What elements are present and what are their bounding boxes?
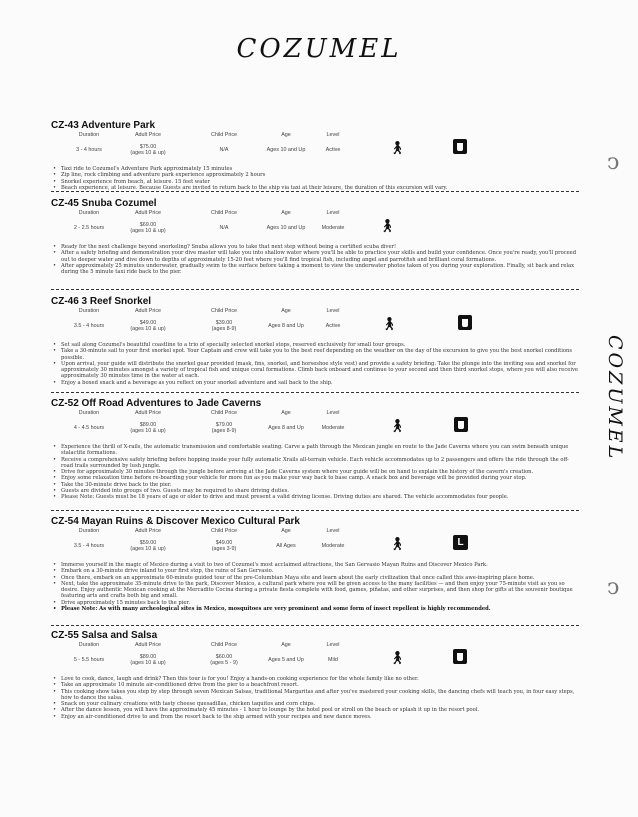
adult-price-header: Adult Price <box>134 528 162 534</box>
child-price-value: N/A <box>219 225 229 231</box>
duration-header: Duration <box>78 132 100 138</box>
section-divider <box>51 392 579 393</box>
duration-header: Duration <box>78 528 100 534</box>
page-title: COZUMEL <box>236 34 402 64</box>
child-price-value: $49.00 <box>215 540 233 546</box>
tour-info-row <box>51 528 579 562</box>
child-price-note: (ages 5 - 9) <box>210 660 238 666</box>
adult-price-header: Adult Price <box>134 308 162 314</box>
level-header: Level <box>326 210 340 216</box>
beverage-cup-icon <box>453 649 467 664</box>
tour-section <box>51 198 579 275</box>
level-header: Level <box>326 410 340 416</box>
age-value: Ages 8 and Up <box>268 323 304 329</box>
list-item: • Drive approximately 15 minutes back to the pier. <box>61 600 579 606</box>
list-item: • Immerse yourself in the magic of Mexico during a visit to two of Cozumel's most acclaimed attractions, the San Gervasio Mayan Ruins and Discover Mexico Park. <box>61 562 579 568</box>
age-value: Ages 10 and Up <box>266 225 306 231</box>
side-label: COZUMEL <box>604 335 626 462</box>
adult-price-header: Adult Price <box>134 410 162 416</box>
tour-section <box>51 120 579 191</box>
child-price-header: Child Price <box>210 132 238 138</box>
adult-price-note: (ages 10 & up) <box>130 150 166 156</box>
level-header: Level <box>326 528 340 534</box>
list-item: • Love to cook, dance, laugh and drink? Then this tour is for you! Enjoy a hands-on cooking experience for the whole family like no other. <box>61 676 579 682</box>
list-item: • After the dance lesson, you will have the approximately 45 minutes - 1 hour to lounge by the hotel pool or stroll on the beach or splash it up in the resort pool. <box>61 707 579 713</box>
child-price-value: $79.00 <box>215 422 233 428</box>
decorative-curl-icon: ↄ <box>607 150 620 175</box>
walking-person-icon: 🚶︎ <box>389 650 406 665</box>
tour-section <box>51 296 579 386</box>
child-price-note: (ages 3-9) <box>211 546 237 552</box>
level-header: Level <box>326 642 340 648</box>
age-header: Age <box>281 410 291 416</box>
age-header: Age <box>281 132 291 138</box>
list-item: • Embark on a 30-minute drive inland to your first stop, the ruins of San Gervasio. <box>61 568 579 574</box>
list-item: • Take the 30-minute drive back to the pier. <box>61 482 579 488</box>
list-item: • This cooking show takes you step by step through seven Mexican Salsas, traditional Margaritas and after you've mastered your cooking skills, the dancing chefs will teach you, in four easy steps, how to dance the salsa. <box>61 689 579 702</box>
age-header: Age <box>281 642 291 648</box>
list-item: • Snorkel experience from beach, at leisure. 15 feet water <box>61 179 579 185</box>
adult-price-value: $59.00 <box>139 540 157 546</box>
adult-price-note: (ages 10 & up) <box>130 428 166 434</box>
adult-price-header: Adult Price <box>134 210 162 216</box>
age-value: Ages 5 and Up <box>268 657 304 663</box>
decorative-curl-icon: ↄ <box>607 575 620 600</box>
age-value: Ages 8 and Up <box>268 425 304 431</box>
level-value: Moderate <box>321 543 345 549</box>
tour-section <box>51 398 579 501</box>
tour-bullets <box>51 342 579 386</box>
duration-value: 3 - 4 hours <box>76 147 102 153</box>
walking-person-icon: 🚶︎ <box>379 218 396 233</box>
list-item: • Take a 30-minute sail to your first snorkel spot. Your Captain and crew will take you to the best reef depending on the weather on the day of the excursion to give you the best snorkel conditions possible. <box>61 348 579 361</box>
walking-person-icon: 🚶︎ <box>389 418 406 433</box>
list-item: • After approximately 25 minutes underwater, gradually swim to the surface before taking a moment to view the underwater photos taken of you during your exploration. Finally, sit back and relax during the 5 minute taxi ride back to the pier. <box>61 263 579 276</box>
section-divider <box>51 289 579 290</box>
level-header: Level <box>326 132 340 138</box>
list-item: • Once there, embark on an approximate 60-minute guided tour of the pre-Columbian Maya site and learn about the early civilization that once called this awe-inspiring place home. <box>61 575 579 581</box>
tour-bullets <box>51 676 579 720</box>
adult-price-value: $89.00 <box>139 422 157 428</box>
tour-section <box>51 516 579 612</box>
age-value: All Ages <box>276 543 296 549</box>
child-price-header: Child Price <box>210 308 238 314</box>
adult-price-header: Adult Price <box>134 642 162 648</box>
list-item: • Snack on your culinary creations with tasty cheese quesadillas, chicken taquitos and corn chips. <box>61 701 579 707</box>
tour-bullets <box>51 166 579 191</box>
list-item: • Upon arrival, your guide will distribute the snorkel gear provided (mask, fins, snorkel, and horseshoe style vest) and provide a safety briefing. Take the plunge into the inviting sea and snorkel for approximately 30 minutes amongst a variety of tropical fish and unique coral formations. Climb back onboard and continue to your second and then third snorkel stops, where you will also receive approximately 30 minutes time in the water at each. <box>61 361 579 380</box>
child-price-value: $60.00 <box>215 654 233 660</box>
list-item: • Enjoy a boxed snack and a beverage as you reflect on your snorkel adventure and sail back to the ship. <box>61 380 579 386</box>
tour-bullets <box>51 444 579 501</box>
adult-price-value: $89.00 <box>139 654 157 660</box>
lunch-icon: L <box>453 535 468 550</box>
tour-section <box>51 630 579 720</box>
list-item: • Next, take the approximate 35-minute drive to the park, Discover Mexico, a cultural park where you will be given access to the many facilities — and then enjoy your 75-minute visit as you so desire. Enjoy authentic Mexican cooking at the Mercadito Cocina during a private fiesta complete with food, games, piñatas, and other surprises, and then shop for gifts at the souvenir boutique featuring arts and crafts both big and small. <box>61 581 579 600</box>
list-item: • Taxi ride to Cozumel's Adventure Park approximately 15 minutes <box>61 166 579 172</box>
list-item: • Receive a comprehensive safety briefing before hopping inside your fully automatic Xrails all-terrain vehicle. Each vehicle accommodates up to 2 passengers and offers the ride through the off-road trails surrounded by lush jungle. <box>61 457 579 470</box>
tour-title: CZ-45 Snuba Cozumel <box>51 198 157 209</box>
tour-bullets <box>51 244 579 275</box>
duration-header: Duration <box>78 410 100 416</box>
adult-price-value: $49.00 <box>139 320 157 326</box>
age-header: Age <box>281 210 291 216</box>
beverage-cup-icon <box>458 315 472 330</box>
duration-header: Duration <box>78 308 100 314</box>
child-price-header: Child Price <box>210 410 238 416</box>
child-price-value: N/A <box>219 147 229 153</box>
list-item: • Set sail along Cozumel's beautiful coastline to a trio of specially selected snorkel stops, reserved exclusively for small tour groups. <box>61 342 579 348</box>
adult-price-header: Adult Price <box>134 132 162 138</box>
duration-value: 3.5 - 4 hours <box>73 323 105 329</box>
list-item: • Beach experience, at leisure. Because Guests are invited to return back to the ship via taxi at their leisure, the duration of this excursion will vary. <box>61 185 579 191</box>
list-item: • Drive for approximately 30 minutes through the jungle before arriving at the Jade Caverns system where your guide will be on hand to explain the history of the cavern's creation. <box>61 469 579 475</box>
duration-value: 4 - 4.5 hours <box>73 425 105 431</box>
tour-bullets <box>51 562 579 612</box>
section-divider <box>51 625 579 626</box>
walking-person-icon: 🚶︎ <box>389 536 406 551</box>
beverage-cup-icon <box>453 139 467 154</box>
walking-person-icon: 🚶︎ <box>389 140 406 155</box>
age-header: Age <box>281 528 291 534</box>
list-item: • Guests are divided into groups of two. Guests may be required to share driving duties. <box>61 488 579 494</box>
level-header: Level <box>326 308 340 314</box>
list-item: • Experience the thrill of X-rails, the automatic transmission and comfortable seating. Carve a path through the Mexican jungle en route to the Jade Caverns where you can swim beneath unique stalactite formations. <box>61 444 579 457</box>
child-price-header: Child Price <box>210 210 238 216</box>
level-value: Moderate <box>321 425 345 431</box>
duration-header: Duration <box>78 642 100 648</box>
section-divider <box>51 191 579 192</box>
adult-price-note: (ages 10 & up) <box>130 326 166 332</box>
list-item: • After a safety briefing and demonstration your dive master will take you into shallow water where you'll be able to practice your skills and build your confidence. Once you're ready, you'll proceed out to deeper water and dive down to depths of approximately 15-20 feet where you'll find tropical fish, including angel and parrotfish and brilliant coral formations. <box>61 250 579 263</box>
tour-title: CZ-55 Salsa and Salsa <box>51 630 158 641</box>
child-price-value: $39.00 <box>215 320 233 326</box>
adult-price-note: (ages 10 & up) <box>130 546 166 552</box>
child-price-header: Child Price <box>210 528 238 534</box>
duration-value: 5 - 5.5 hours <box>73 657 105 663</box>
adult-price-value: $75.00 <box>139 144 157 150</box>
adult-price-value: $69.00 <box>139 222 157 228</box>
adult-price-note: (ages 10 & up) <box>130 228 166 234</box>
tour-title: CZ-43 Adventure Park <box>51 120 156 131</box>
list-item: • Please Note: Guests must be 18 years of age or older to drive and must present a valid driving license. Driving duties are shared. The vehicle accommodates four people. <box>61 494 579 500</box>
tour-info-row <box>51 132 579 166</box>
tour-info-row <box>51 210 579 244</box>
duration-value: 2 - 2.5 hours <box>73 225 105 231</box>
tour-info-row <box>51 410 579 444</box>
duration-header: Duration <box>78 210 100 216</box>
level-value: Moderate <box>321 225 345 231</box>
list-item: • Please Note: As with many archeological sites in Mexico, mosquitoes are very prominent and some form of insect repellent is highly recommended. <box>61 606 579 612</box>
duration-value: 3.5 - 4 hours <box>73 543 105 549</box>
tour-title: CZ-54 Mayan Ruins & Discover Mexico Cultural Park <box>51 516 300 527</box>
level-value: Mild <box>328 657 338 663</box>
age-header: Age <box>281 308 291 314</box>
tour-title: CZ-52 Off Road Adventures to Jade Caverns <box>51 398 262 409</box>
tour-info-row <box>51 308 579 342</box>
beverage-cup-icon <box>454 417 468 432</box>
walking-person-icon: 🚶︎ <box>381 316 398 331</box>
level-value: Active <box>325 147 341 153</box>
child-price-note: (ages 8-9) <box>211 428 237 434</box>
tour-title: CZ-46 3 Reef Snorkel <box>51 296 152 307</box>
section-divider <box>51 510 579 511</box>
list-item: • Ready for the next challenge beyond snorkeling? Snuba allows you to take that next step without being a certified scuba diver! <box>61 244 579 250</box>
level-value: Active <box>325 323 341 329</box>
child-price-note: (ages 8-9) <box>211 326 237 332</box>
list-item: • Enjoy some relaxation time before re-boarding your vehicle for more fun as you make your way back to base camp. A snack box and beverage will be provided during your stop. <box>61 475 579 481</box>
child-price-header: Child Price <box>210 642 238 648</box>
list-item: • Enjoy an air-conditioned drive to and from the resort back to the ship armed with your recipes and new dance moves. <box>61 714 579 720</box>
age-value: Ages 10 and Up <box>266 147 306 153</box>
tour-info-row <box>51 642 579 676</box>
list-item: • Zip line, rock climbing and adventure park experience approximately 2 hours <box>61 172 579 178</box>
list-item: • Take an approximate 10 minute air-conditioned drive from the pier to a beachfront resort. <box>61 682 579 688</box>
adult-price-note: (ages 10 & up) <box>130 660 166 666</box>
